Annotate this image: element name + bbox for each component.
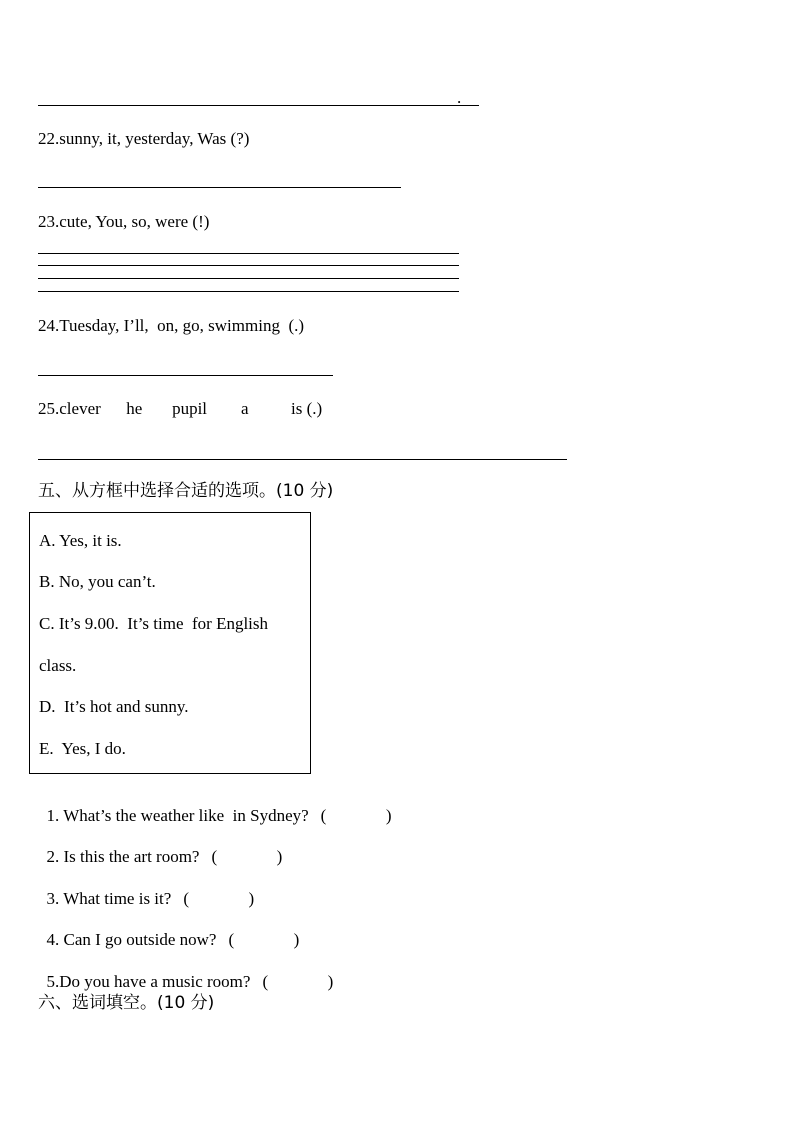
answer-blank[interactable]: ( ) — [228, 930, 300, 949]
section5-question-2 — [38, 827, 282, 867]
question-22: 22.sunny, it, yesterday, Was (?) — [38, 129, 250, 148]
answer-line-23b[interactable] — [38, 265, 459, 266]
answer-blank[interactable]: ( ) — [320, 806, 392, 825]
section5-question-4 — [38, 910, 299, 950]
question-text: 2. Is this the art room? — [46, 847, 200, 866]
answer-blank[interactable]: ( ) — [262, 972, 334, 991]
answer-line-21 — [38, 105, 479, 106]
question-text: 4. Can I go outside now? — [46, 930, 217, 949]
answer-line-22[interactable] — [38, 187, 401, 188]
question-text: 5.Do you have a music room? — [46, 972, 251, 991]
option-a: A. Yes, it is. — [39, 531, 122, 550]
option-d: D. It’s hot and sunny. — [39, 697, 189, 716]
section6-title: 六、选词填空。(10 分) — [38, 993, 215, 1013]
section5-title: 五、从方框中选择合适的选项。(10 分) — [38, 481, 334, 501]
answer-line-23a[interactable] — [38, 253, 459, 254]
answer-line-23d[interactable] — [38, 291, 459, 292]
section5-question-3 — [38, 869, 254, 909]
section5-question-5 — [38, 952, 333, 992]
options-box — [29, 512, 311, 774]
answer-line-25[interactable] — [38, 459, 567, 460]
option-b: B. No, you can’t. — [39, 572, 156, 591]
question-text: 3. What time is it? — [46, 889, 172, 908]
question-23: 23.cute, You, so, were (!) — [38, 212, 210, 231]
answer-line-23c[interactable] — [38, 278, 459, 279]
question-25: 25.clever he pupil a is (.) — [38, 399, 323, 418]
option-c-continued: class. — [39, 656, 77, 675]
answer-blank[interactable]: ( ) — [211, 847, 283, 866]
option-c: C. It’s 9.00. It’s time for English — [39, 614, 269, 633]
answer-line-24[interactable] — [38, 375, 333, 376]
option-e: E. Yes, I do. — [39, 739, 126, 758]
answer-line-mark: . — [457, 88, 462, 107]
section5-question-1 — [38, 786, 392, 826]
question-text: 1. What’s the weather like in Sydney? — [46, 806, 309, 825]
answer-blank[interactable]: ( ) — [183, 889, 255, 908]
question-24: 24.Tuesday, I’ll, on, go, swimming (.) — [38, 316, 305, 335]
